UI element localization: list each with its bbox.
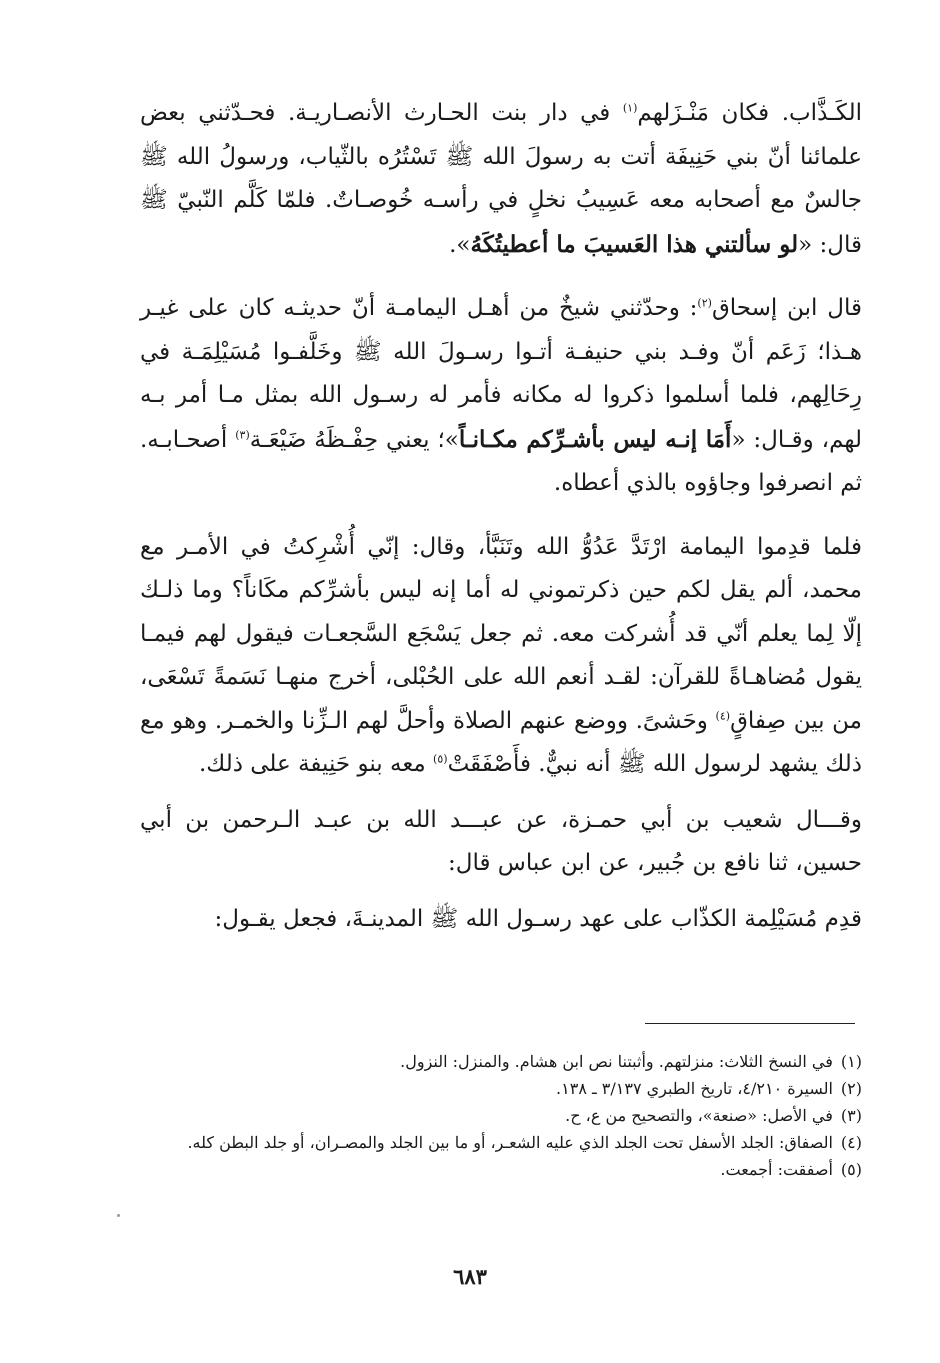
- prophet-quote: أَمَا إنـه ليس بأشـرِّكم مكـانـاً: [458, 425, 732, 453]
- text-run: : وحدّثني شيخٌ من أهـل اليمامـة أنّ حديثـه كان على غيـر هـذا؛ زَعَم أنّ وفـد بني حنيفـة أتـوا رسـولَ الله ﷺ وخَلَّفـوا مُسَيْلِمَـة في رِحَالِهم، فلما أسلموا ذكروا له مكانه فأمر له رسـول الله بمثل مـا أمر بـه لهم، وقـال: «: [140, 295, 862, 453]
- footnote-text: في النسخ الثلاث: منزلتهم. وأثبتنا نص ابن هشام. والمنزل: النزول.: [400, 1052, 833, 1071]
- footnote-separator: [645, 1023, 855, 1024]
- footnote-number: (١): [840, 1052, 862, 1071]
- footnote-5: [155, 1156, 862, 1183]
- footnotes: [155, 1048, 862, 1183]
- scan-speck: [117, 1214, 120, 1217]
- footnote-number: (٢): [840, 1079, 862, 1098]
- footnote-number: (٣): [840, 1106, 862, 1125]
- footnote-4: [155, 1129, 862, 1156]
- footnote-text: السيرة ٤/٢١٠، تاريخ الطبري ٣/١٣٧ ـ ١٣٨.: [556, 1079, 833, 1098]
- footnote-text: الصفاق: الجلد الأسفل تحت الجلد الذي عليه الشعـر، أو ما بين الجلد والمصـران، أو جلد البطن كله.: [187, 1133, 833, 1152]
- prophet-quote: لو سألتني هذا العَسيبَ ما أعطيتُكَهُ: [470, 230, 799, 258]
- footnote-ref-3[interactable]: (٣): [235, 427, 250, 441]
- footnote-ref-4[interactable]: (٤): [715, 708, 731, 722]
- paragraph-5: قدِم مُسَيْلِمة الكذّاب على عهد رسـول الله ﷺ المدينـةَ، فجعل يقـول:: [214, 905, 862, 932]
- paragraph-3: [140, 526, 862, 787]
- text-run: »؛ يعني حِفْـظَهُ ضَيْعَـة: [249, 426, 459, 453]
- text-run: أصحـابـه. ثم انصرفوا وجاؤوه بالذي أعطاه.: [140, 426, 862, 496]
- text-run: ».: [449, 231, 471, 258]
- paragraph-2: [140, 287, 862, 506]
- text-run: الكَـذَّاب. فكان مَنْـزَلهم: [637, 100, 862, 126]
- footnote-3: [155, 1102, 862, 1129]
- main-text: [140, 92, 862, 941]
- text-run: قال ابن إسحاق: [711, 295, 862, 321]
- footnote-number: (٤): [840, 1133, 862, 1152]
- footnote-text: في الأصل: «صنعة»، والتصحيح من ع، ح.: [565, 1106, 833, 1125]
- footnote-ref-1[interactable]: (١): [622, 101, 638, 115]
- footnote-ref-2[interactable]: (٢): [697, 296, 712, 310]
- text-run: فلما قدِموا اليمامة ارْتَدَّ عَدُوُّ الله وتَنَبَّأ، وقال: إنّي أُشْرِكتُ في الأمـر مع محمد، ألم يقل لكم حين ذكرتموني له أما إنه ليس بأشرِّكم مكَاناً؟ وما ذلـك إلّا لِما يعلم أنّي قد أُشركت معه. ثم جعل يَسْجَع السَّجعـات فيقول لهم فيمـا يقول مُضاهـاةً للقرآن: لقـد أنعم الله على الحُبْلى، أخرج منهـا نَسَمةً تَسْعَى، من بين صِفاقٍ: [140, 533, 862, 734]
- footnote-1: [155, 1048, 862, 1075]
- text-run: معه بنو حَنِيفة على ذلك.: [199, 751, 434, 777]
- footnote-number: (٥): [840, 1160, 862, 1179]
- paragraph-1: [140, 92, 862, 267]
- text-run: في دار بنت الحـارث الأنصـاريـة. فحـدّثني بعض علمائنا أنّ بني حَنِيفَة أتت به رسولَ الله ﷺ تَسْتُرُه بالثّياب، ورسولُ الله ﷺ جالسٌ مع أصحابه معه عَسِيبُ نخلٍ في رأسـه خُوصـاتٌ. فلمّا كَلَّم النّبيّ ﷺ قال: «: [140, 100, 862, 258]
- footnote-2: [155, 1075, 862, 1102]
- page-number: ٦٨٣: [453, 1264, 487, 1289]
- footnote-text: أصفقت: أجمعت.: [720, 1160, 833, 1179]
- footnote-ref-5[interactable]: (٥): [433, 752, 448, 766]
- text-run: وحَشىً. ووضع عنهم الصلاة وأحلَّ لهم الـزِّنا والخمـر. وهو مع ذلك يشهد لرسول الله ﷺ أنه نبيٌّ. فأَصْفَقَتْ: [140, 707, 862, 777]
- paragraph-4: وقـــال شعيب بن أبي حمـزة، عن عبـــد الله بن عبـد الـرحمن بن أبي حسين، ثنا نافع بن جُبير، عن ابن عباس قال:: [140, 806, 862, 876]
